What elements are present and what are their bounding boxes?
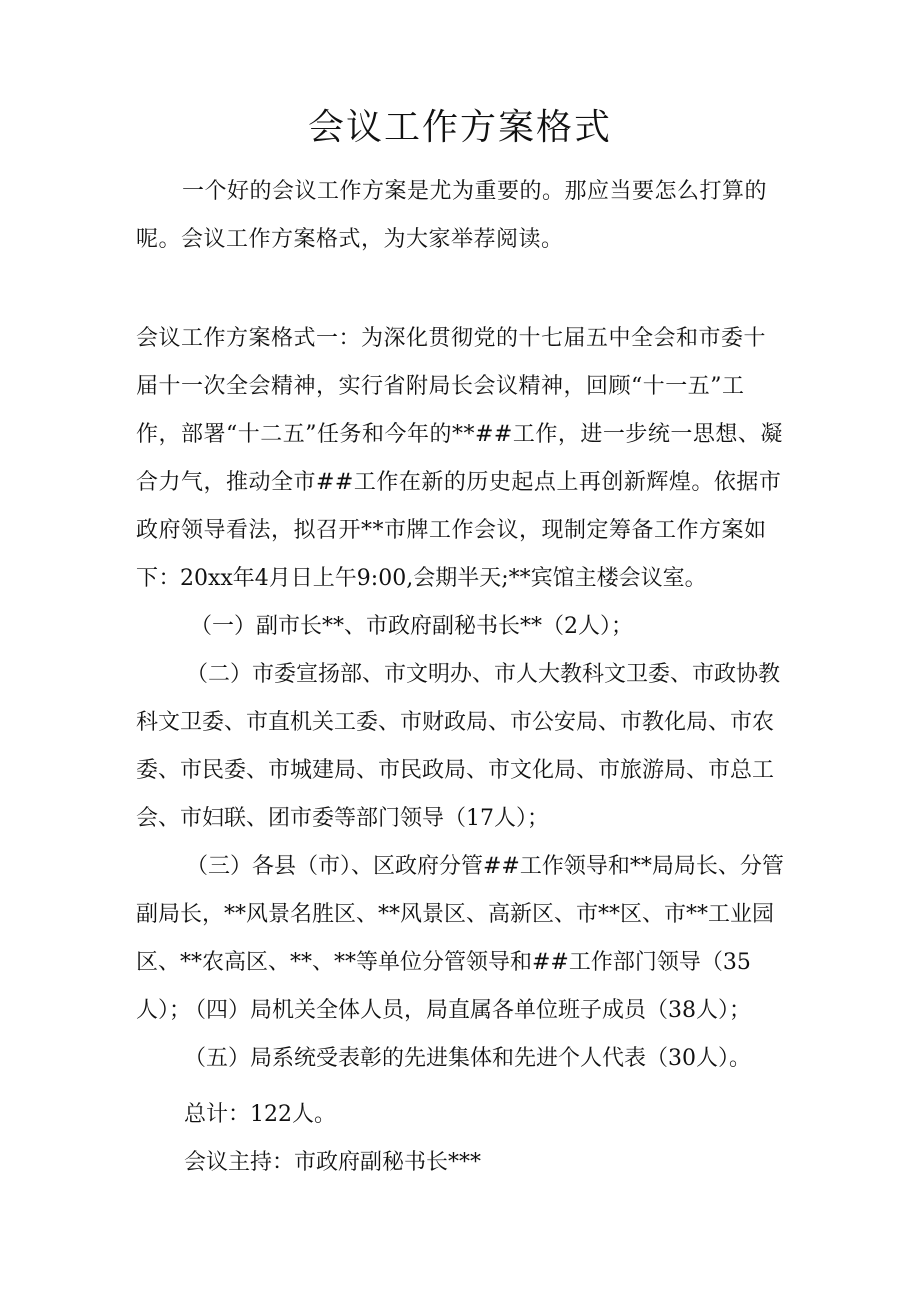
attendee-item: （五）局系统受表彰的先进集体和先进个人代表（30人）。 <box>184 1046 751 1071</box>
attendee-item: （四）局机关全体人员，局直属各单位班子成员（38人）； <box>184 998 751 1023</box>
attendee-item: （一）副市长**、市政府副秘书长**（2人）； <box>190 614 633 639</box>
meeting-host: 会议主持：市政府副秘书长*** <box>184 1150 482 1175</box>
document-title: 会议工作方案格式 <box>307 107 612 148</box>
intro-paragraph: 一个好的会议工作方案是尤为重要的。那应当要怎么打算的呢。会议工作方案格式，为大家举荐阅读。 <box>136 179 768 252</box>
attendee-total: 总计：122人。 <box>184 1102 336 1127</box>
meeting-time-place: 20xx年4月日上午9:00,会期半天;**宾馆主楼会议室。 <box>180 566 707 591</box>
plan-paragraph: 会议工作方案格式一：为深化贯彻党的十七届五中全会和市委十届十一次全会精神，实行省附局长会议精神，回顾“十一五”工作，部署“十二五”任务和今年的**##工作，进一步统一思想、凝合力气，推动全市##工作在新的历史起点上再创新辉煌。依据市政府领导看法，拟召开**市牌工作会议，现制定筹备工作方案如下： <box>136 326 783 591</box>
attendee-item: （二）市委宣扬部、市文明办、市人大教科文卫委、市政协教科文卫委、市直机关工委、市财政局、市公安局、市教化局、市农委、市民委、市城建局、市民政局、市文化局、市旅游局、市总工会、市妇联、团市委等部门领导（17人）； <box>136 662 781 831</box>
attendee-item: （三）各县（市）、区政府分管##工作领导和**局局长、分管副局长，**风景名胜区、**风景区、高新区、市**区、市**工业园区、**农高区、**、**等单位分管领导和##工作部门领导（35人）； <box>136 854 784 1023</box>
